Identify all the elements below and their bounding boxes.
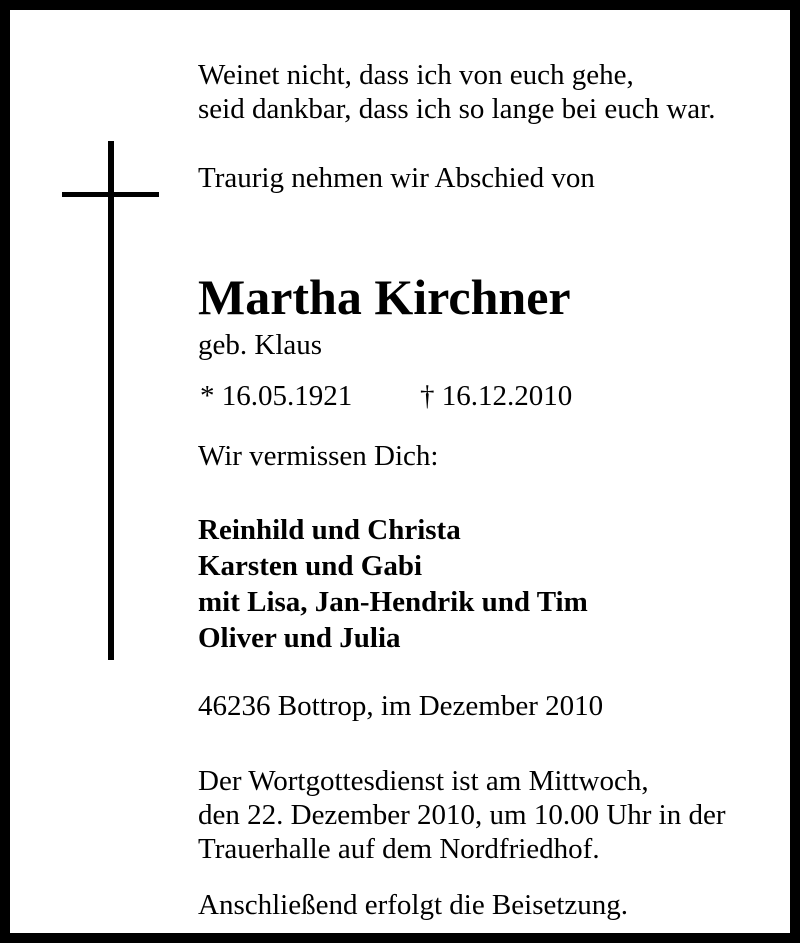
birth-name: geb. Klaus: [198, 329, 323, 361]
verse: [198, 58, 715, 126]
cross-vertical-bar: [108, 141, 114, 660]
mourner-line: Karsten und Gabi: [198, 550, 422, 582]
burial-text: Anschließend erfolgt die Beisetzung.: [198, 889, 629, 921]
service-line-3: Trauerhalle auf dem Nordfriedhof.: [198, 833, 600, 865]
mourner-line: mit Lisa, Jan-Hendrik und Tim: [198, 586, 588, 618]
mourner-line: Oliver und Julia: [198, 622, 401, 654]
miss-text: Wir vermissen Dich:: [198, 440, 439, 472]
cross-horizontal-bar: [62, 192, 159, 197]
deceased-name: Martha Kirchner: [198, 269, 571, 325]
place-date: 46236 Bottrop, im Dezember 2010: [198, 690, 604, 722]
verse-line-1: Weinet nicht, dass ich von euch gehe,: [198, 59, 634, 91]
birth-date: * 16.05.1921: [200, 380, 353, 412]
death-date: † 16.12.2010: [420, 380, 573, 412]
verse-line-2: seid dankbar, dass ich so lange bei euch war.: [198, 93, 716, 125]
intro-text: Traurig nehmen wir Abschied von: [198, 162, 595, 194]
service-line-1: Der Wortgottesdienst ist am Mittwoch,: [198, 765, 649, 797]
mourner-line: Reinhild und Christa: [198, 514, 461, 546]
mourners-list: [198, 512, 588, 656]
service-info: [198, 764, 726, 866]
service-line-2: den 22. Dezember 2010, um 10.00 Uhr in der: [198, 799, 726, 831]
